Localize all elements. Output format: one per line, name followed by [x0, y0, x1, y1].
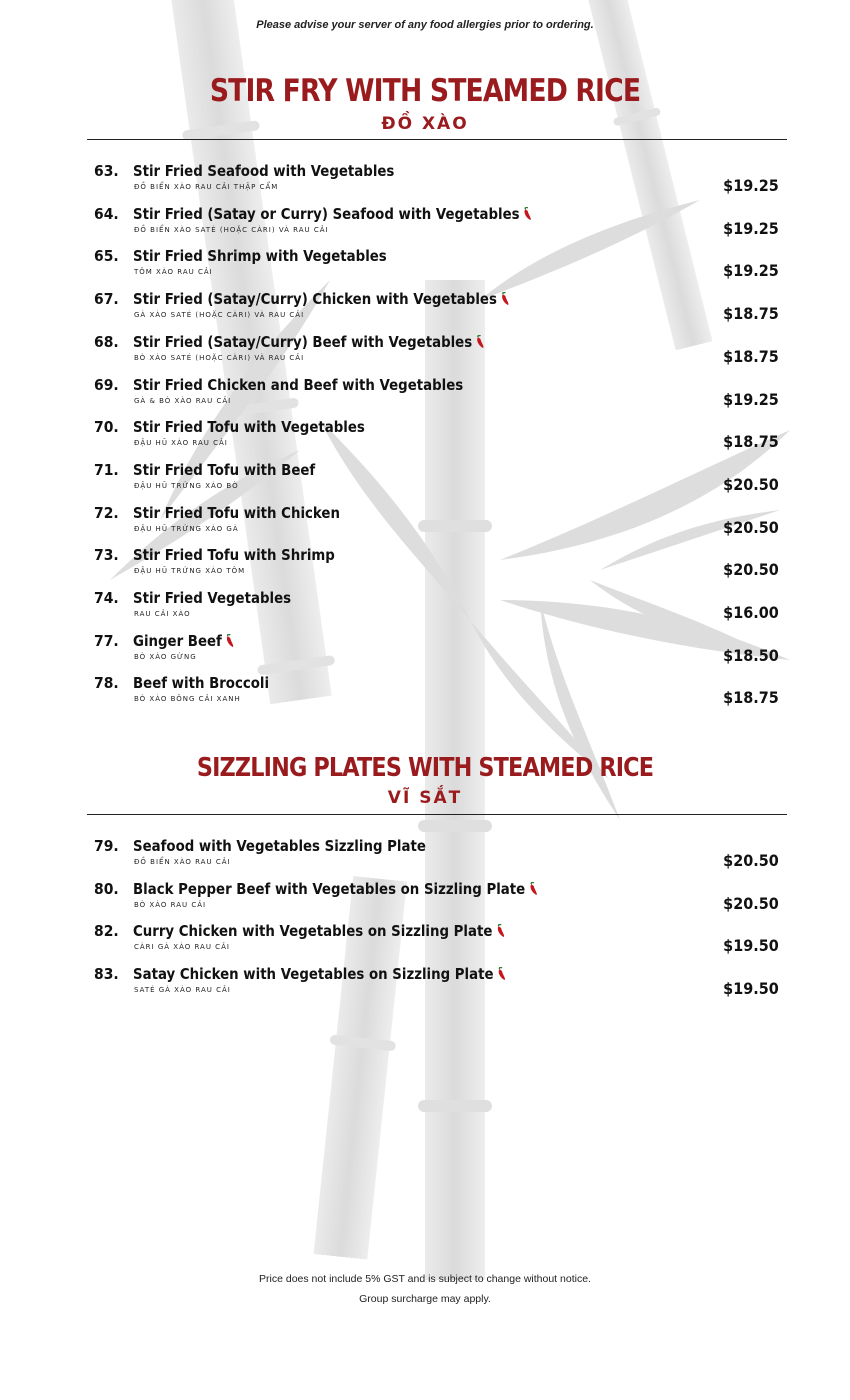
- item-name: [133, 333, 486, 353]
- item-price: $19.25: [723, 176, 779, 195]
- item-number: 67.: [94, 290, 119, 309]
- item-price: $16.00: [723, 603, 779, 622]
- item-vietnamese-name: ĐẬU HŨ TRỨNG XÀO TÔM: [134, 567, 246, 576]
- section-subtitle: ĐỒ XÀO: [381, 114, 469, 134]
- footer-price-note: Price does not include 5% GST and is subject to change without notice.: [259, 1273, 591, 1285]
- item-number: 65.: [94, 247, 119, 266]
- item-number: 79.: [94, 837, 119, 855]
- item-vietnamese-name: ĐỒ BIỂN XÀO RAU CẢI THẬP CẨM: [134, 183, 279, 191]
- item-name-text: Black Pepper Beef with Vegetables on Sizzling Plate: [133, 879, 526, 898]
- item-price: $19.25: [723, 218, 779, 238]
- menu-item: [0, 674, 850, 716]
- item-name: [133, 837, 426, 855]
- item-name: [133, 589, 291, 607]
- item-vietnamese-name: ĐỒ BIỂN XÀO SATÉ (HOẶC CÀRI) VÀ RAU CẢI: [134, 225, 329, 234]
- item-name-text: Stir Fried Chicken and Beef with Vegetables: [133, 375, 464, 394]
- item-name-text: Curry Chicken with Vegetables on Sizzling Plate: [133, 922, 493, 941]
- item-name: [133, 965, 507, 985]
- menu-item: [0, 880, 850, 922]
- menu-item: [0, 205, 850, 247]
- item-name: [133, 290, 511, 310]
- item-number: 73.: [94, 546, 119, 565]
- item-name: [133, 674, 269, 692]
- item-name-text: Stir Fried Seafood with Vegetables: [133, 162, 395, 180]
- item-vietnamese-name: BÒ XÀO RAU CẢI: [134, 900, 207, 909]
- item-name-text: Seafood with Vegetables Sizzling Plate: [133, 837, 426, 855]
- item-name-text: Beef with Broccoli: [133, 674, 270, 693]
- menu-item: [0, 376, 850, 418]
- menu-item: [0, 504, 850, 546]
- section-title: STIR FRY WITH STEAMED RICE: [209, 73, 641, 109]
- item-number: 80.: [94, 879, 119, 898]
- item-name-text: Stir Fried Tofu with Beef: [133, 460, 316, 479]
- item-name: [133, 162, 394, 180]
- item-name: [133, 632, 236, 652]
- menu-item: [0, 333, 850, 375]
- menu-item: [0, 837, 850, 879]
- item-vietnamese-name: BÒ XÀO GỪNG: [134, 652, 197, 661]
- menu-item: [0, 461, 850, 503]
- item-vietnamese-name: ĐẬU HŨ TRỨNG XÀO GÀ: [134, 524, 239, 533]
- item-number: 70.: [94, 418, 119, 437]
- item-name-text: Ginger Beef: [133, 631, 222, 650]
- item-name-text: Stir Fried (Satay or Curry) Seafood with Vegetables: [133, 204, 520, 223]
- item-vietnamese-name: SATÉ GÀ XÀO RAU CẢI: [134, 986, 231, 995]
- item-name-text: Stir Fried Tofu with Vegetables: [133, 418, 365, 437]
- item-name-text: Satay Chicken with Vegetables on Sizzling Plate: [133, 965, 494, 984]
- menu-item: [0, 290, 850, 332]
- item-number: 83.: [94, 965, 119, 984]
- chili-pepper-icon: [500, 292, 510, 310]
- item-vietnamese-name: ĐẬU HŨ TRỨNG XÀO BÒ: [134, 481, 239, 490]
- item-price: $18.75: [723, 432, 779, 452]
- item-price: $19.25: [723, 261, 779, 281]
- chili-pepper-icon: [225, 634, 235, 652]
- item-price: $20.50: [723, 474, 779, 494]
- chili-pepper-icon: [496, 924, 506, 942]
- menu-item: [0, 162, 850, 204]
- item-name-text: Stir Fried Shrimp with Vegetables: [133, 247, 387, 266]
- item-number: 74.: [94, 589, 119, 607]
- item-price: $20.50: [723, 893, 779, 913]
- menu-item: [0, 965, 850, 1007]
- item-vietnamese-name: CÀRI GÀ XÀO RAU CẢI: [134, 943, 230, 952]
- item-number: 64.: [94, 204, 119, 223]
- item-price: $18.75: [723, 688, 779, 708]
- item-name-text: Stir Fried Vegetables: [133, 589, 292, 607]
- item-price: $20.50: [723, 517, 779, 537]
- item-number: 72.: [94, 503, 119, 522]
- item-vietnamese-name: ĐỒ BIỂN XÀO RAU CẢI: [134, 858, 231, 866]
- item-number: 68.: [94, 332, 119, 351]
- item-vietnamese-name: GÀ XÀO SATÉ (HOẶC CÀRI) VÀ RAU CẢI: [134, 311, 305, 320]
- item-name: [133, 546, 335, 564]
- item-name: [133, 418, 365, 436]
- item-vietnamese-name: BÒ XÀO SATÉ (HOẶC CÀRI) VÀ RAU CẢI: [134, 353, 305, 362]
- item-number: 63.: [94, 162, 119, 180]
- section-divider: [87, 814, 787, 815]
- chili-pepper-icon: [523, 207, 533, 225]
- item-name: [133, 880, 539, 900]
- item-number: 71.: [94, 460, 119, 479]
- item-price: $20.50: [723, 560, 779, 580]
- item-name: [133, 376, 463, 394]
- menu-item: [0, 247, 850, 289]
- item-price: $19.50: [723, 936, 779, 956]
- item-number: 69.: [94, 375, 119, 394]
- footer-surcharge-note: Group surcharge may apply.: [359, 1293, 491, 1305]
- section-divider: [87, 139, 787, 140]
- menu-item: [0, 589, 850, 631]
- item-name: [133, 922, 506, 942]
- chili-pepper-icon: [476, 335, 486, 353]
- chili-pepper-icon: [529, 882, 539, 900]
- section-subtitle: VĨ SẮT: [387, 788, 463, 808]
- item-vietnamese-name: ĐẬU HŨ XÀO RAU CẢI: [134, 439, 228, 448]
- item-name-text: Stir Fried (Satay/Curry) Chicken with Vegetables: [133, 290, 497, 309]
- item-price: $19.25: [723, 389, 779, 409]
- item-number: 77.: [94, 631, 119, 650]
- item-number: 82.: [94, 922, 119, 941]
- item-name: [133, 247, 387, 265]
- item-vietnamese-name: GÀ & BÒ XÀO RAU CẢI: [134, 396, 232, 405]
- item-price: $18.75: [723, 304, 779, 324]
- item-price: $18.75: [723, 346, 779, 366]
- menu-item: [0, 632, 850, 674]
- item-name-text: Stir Fried (Satay/Curry) Beef with Vegetables: [133, 332, 473, 351]
- chili-pepper-icon: [497, 967, 507, 985]
- item-price: $20.50: [723, 851, 779, 870]
- item-price: $18.50: [723, 645, 779, 665]
- item-name-text: Stir Fried Tofu with Chicken: [133, 503, 340, 522]
- menu-item: [0, 418, 850, 460]
- item-name: [133, 461, 315, 479]
- menu-item: [0, 546, 850, 588]
- item-number: 78.: [94, 674, 119, 693]
- item-name: [133, 205, 533, 225]
- item-name: [133, 504, 340, 522]
- item-vietnamese-name: BÒ XÀO BÔNG CẢI XANH: [134, 695, 241, 704]
- item-vietnamese-name: TÔM XÀO RAU CẢI: [134, 268, 213, 277]
- allergy-notice: Please advise your server of any food allergies prior to ordering.: [256, 19, 594, 31]
- item-vietnamese-name: RAU CẢI XÀO: [134, 610, 191, 618]
- item-name-text: Stir Fried Tofu with Shrimp: [133, 546, 335, 565]
- item-price: $19.50: [723, 979, 779, 999]
- menu-item: [0, 922, 850, 964]
- section-title: SIZZLING PLATES WITH STEAMED RICE: [196, 753, 654, 783]
